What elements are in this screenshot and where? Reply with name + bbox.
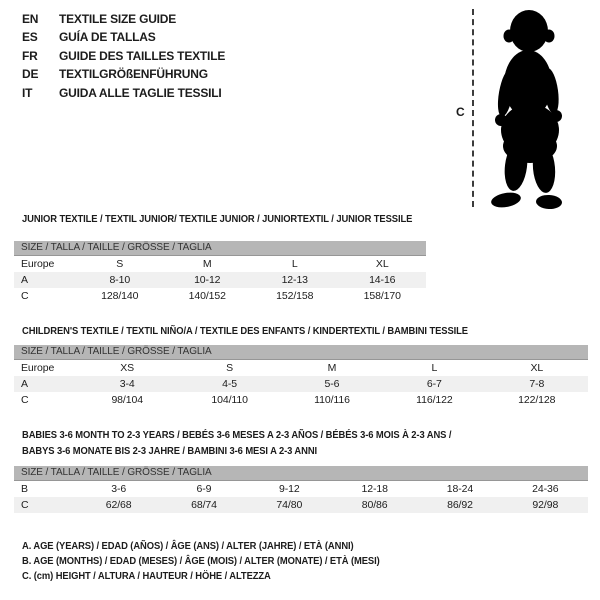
size-cell: 116/122 [416,394,453,406]
text-line: BABYS 3-6 MONATE BIS 2-3 JAHRE / BAMBINI 3-6 MESI A 2-3 ANNI [22,445,318,457]
size-cell: S [226,362,234,374]
language-title-list [22,10,225,102]
baby-silhouette-icon [479,8,577,210]
lang-row-es [22,28,225,46]
size-cell: M [327,362,337,374]
size-cell: XL [375,258,389,270]
size-grid [14,481,588,513]
size-cell: 12-18 [361,483,388,495]
size-cell: 86/92 [447,499,473,511]
size-cell: 18-24 [446,483,474,495]
size-cell: 7-8 [529,378,545,390]
junior-table-title [22,212,412,228]
row-label: Europe [21,362,55,374]
size-cell: 74/80 [276,499,303,511]
size-cell: 152/158 [276,290,314,302]
lang-row-de [22,65,225,83]
size-cell: L [431,362,438,374]
text-line: A. AGE (YEARS) / EDAD (AÑOS) / ÂGE (ANS) / ALTER (JAHRE) / ETÀ (ANNI) [22,541,354,552]
size-cell: 6-7 [426,378,442,390]
lang-code: DE [22,67,39,82]
size-header-bar: SIZE / TALLA / TAILLE / GRÖSSE / TAGLIA [14,345,588,360]
size-cell: 122/128 [518,394,556,406]
height-measure-dashed-line [472,9,474,207]
size-cell: 140/152 [188,290,226,302]
children-size-table [14,345,588,408]
junior-size-table [14,241,426,304]
size-cell: 92/98 [532,499,559,511]
row-label: C [21,290,29,302]
text-line: B. AGE (MONTHS) / EDAD (MESES) / ÂGE (MOIS) / ALTER (MONATE) / ETÀ (MESI) [22,556,380,568]
size-cell: L [291,258,298,270]
size-cell: M [202,258,212,270]
row-label: A [21,274,28,286]
text-line: CHILDREN'S TEXTILE / TEXTIL NIÑO/A / TEXTILE DES ENFANTS / KINDERTEXTIL / BAMBINI TESSILE [22,326,468,337]
size-cell: 10-12 [194,274,221,286]
size-cell: XS [120,362,135,374]
lang-code: IT [22,85,33,100]
babies-size-table [14,466,588,513]
size-cell: 6-9 [196,483,212,495]
size-cell: 12-13 [281,274,308,286]
lang-code: ES [22,30,38,45]
lang-row-en [22,10,225,28]
size-cell: 104/110 [211,394,248,406]
row-label: C [21,499,29,511]
table-row [14,272,426,288]
text-line: JUNIOR TEXTILE / TEXTIL JUNIOR/ TEXTILE JUNIOR / JUNIORTEXTIL / JUNIOR TESSILE [22,214,413,225]
size-cell: 3-6 [111,483,127,495]
size-cell: 110/116 [314,394,350,406]
lang-label: GUIDE DES TAILLES TEXTILE [59,48,226,63]
size-cell: 5-6 [324,378,340,390]
table-row [14,497,588,513]
size-cell: 68/74 [191,499,217,511]
measurement-legend [22,539,380,585]
row-label: A [21,378,28,390]
text-line: C. (cm) HEIGHT / ALTURA / HAUTEUR / HÖHE / ALTEZZA [22,571,271,583]
table-row [14,392,588,408]
size-header-bar: SIZE / TALLA / TAILLE / GRÖSSE / TAGLIA [14,466,588,481]
size-cell: XL [530,362,544,374]
size-cell: S [116,258,124,270]
table-row [14,360,588,376]
size-cell: 128/140 [101,290,139,302]
size-cell: 8-10 [109,274,131,286]
babies-table-title [22,428,451,459]
size-cell: 4-5 [222,378,238,390]
size-cell: 80/86 [361,499,388,511]
size-cell: 158/170 [363,290,401,302]
lang-code: EN [22,12,39,26]
children-table-title [22,324,468,340]
size-cell: 62/68 [105,499,132,511]
row-label: Europe [21,258,55,270]
size-cell: 3-4 [119,378,135,390]
lang-label: TEXTILGRÖßENFÜHRUNG [59,67,208,82]
lang-row-it [22,84,225,102]
row-label: C [21,394,29,406]
height-measure-label: C [456,105,465,119]
size-cell: 14-16 [369,274,396,286]
lang-code: FR [22,48,38,63]
lang-row-fr [22,47,225,65]
lang-label: GUIDA ALLE TAGLIE TESSILI [59,85,222,100]
table-row [14,256,426,272]
table-row [14,376,588,392]
size-header-bar: SIZE / TALLA / TAILLE / GRÖSSE / TAGLIA [14,241,426,256]
text-line: BABIES 3-6 MONTH TO 2-3 YEARS / BEBÉS 3-6 MESES A 2-3 AÑOS / BÉBÉS 3-6 MOIS À 2-3 ANS / [22,430,452,441]
lang-label: TEXTILE SIZE GUIDE [59,12,177,26]
size-grid [14,360,588,408]
size-cell: 98/104 [111,394,143,406]
size-grid [14,256,426,304]
size-cell: 9-12 [279,483,300,495]
table-row [14,288,426,304]
row-label: B [21,483,28,495]
size-cell: 24-36 [532,483,559,495]
table-row [14,481,588,497]
lang-label: GUÍA DE TALLAS [59,30,156,45]
